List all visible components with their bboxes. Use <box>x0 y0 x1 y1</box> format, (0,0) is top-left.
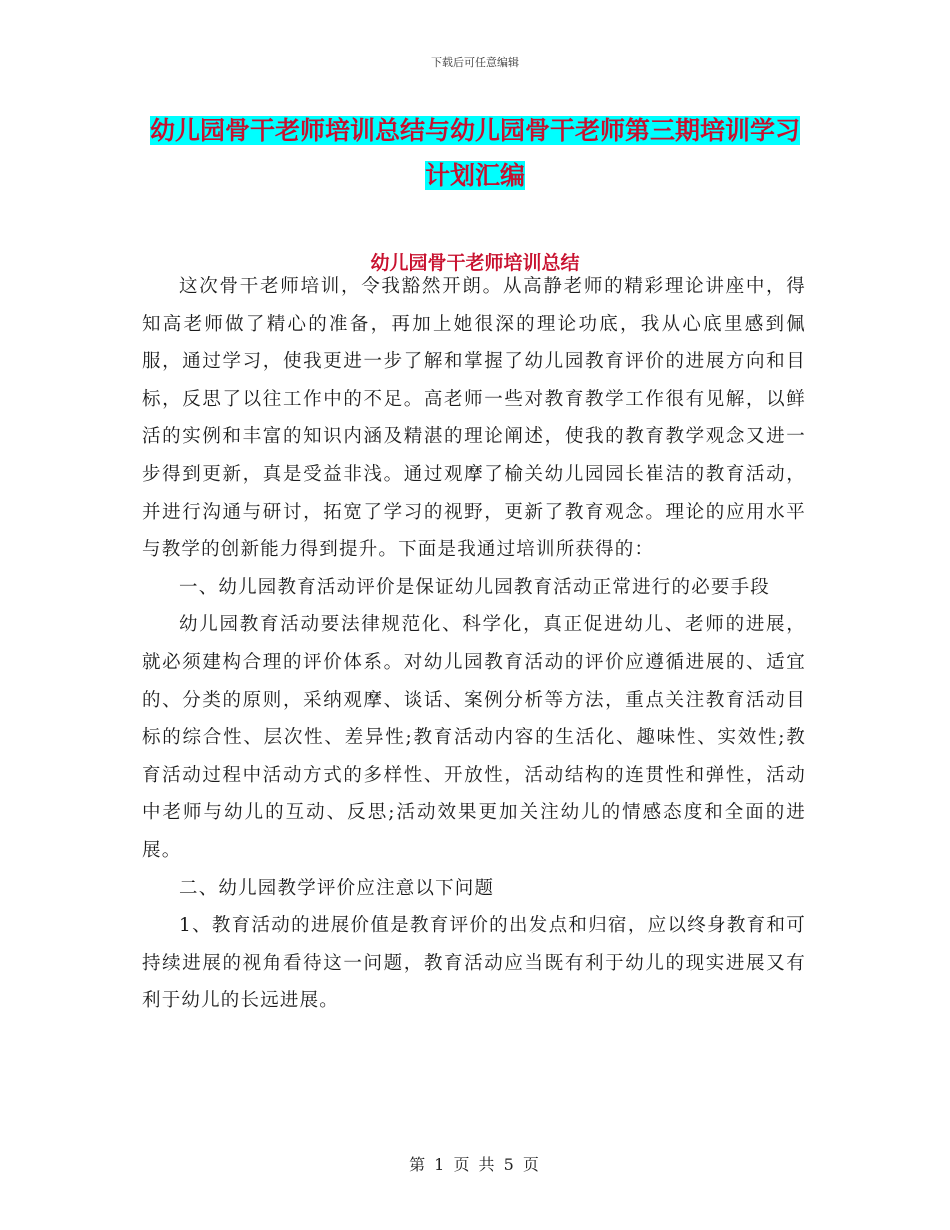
paragraph-heading-2: 二、幼儿园教学评价应注意以下问题 <box>179 877 495 899</box>
paragraph-evaluation: 幼儿园教育活动要法律规范化、科学化，真正促进幼儿、老师的进展，就必须建构合理的评价体系。对幼儿园教育活动的评价应遵循进展的、适宜的、分类的原则，采纳观摩、谈话、案例分析等方法，重点关注教育活动目标的综合性、层次性、差异性;教育活动内容的生活化、趣味性、实效性;教育活动过程中活动方式的多样性、开放性，活动结构的连贯性和弹性，活动中老师与幼儿的互动、反思;活动效果更加关注幼儿的情感态度和全面的进展。 <box>142 614 806 861</box>
paragraph-heading-1: 一、幼儿园教育活动评价是保证幼儿园教育活动正常进行的必要手段 <box>179 576 771 598</box>
header-note: 下载后可任意编辑 <box>431 56 519 69</box>
document-body <box>142 268 806 1020</box>
document-title-text: 幼儿园骨干老师培训总结与幼儿园骨干老师第三期培训学习计划汇编 <box>149 116 800 190</box>
page-footer: 第 1 页 共 5 页 <box>409 1155 541 1174</box>
document-title <box>140 108 810 198</box>
paragraph-point-1: 1、教育活动的进展价值是教育评价的出发点和归宿，应以终身教育和可持续进展的视角看待这一问题，教育活动应当既有利于幼儿的现实进展又有利于幼儿的长远进展。 <box>142 915 806 1012</box>
paragraph-intro: 这次骨干老师培训，令我豁然开朗。从高静老师的精彩理论讲座中，得知高老师做了精心的准备，再加上她很深的理论功底，我从心底里感到佩服，通过学习，使我更进一步了解和掌握了幼儿园教育评价的进展方向和目标，反思了以往工作中的不足。高老师一些对教育教学工作很有见解，以鲜活的实例和丰富的知识内涵及精湛的理论阐述，使我的教育教学观念又进一步得到更新，真是受益非浅。通过观摩了榆关幼儿园园长崔洁的教育活动，并进行沟通与研讨，拓宽了学习的视野，更新了教育观念。理论的应用水平与教学的创新能力得到提升。下面是我通过培训所获得的： <box>142 276 806 561</box>
section-title: 幼儿园骨干老师培训总结 <box>370 252 580 274</box>
